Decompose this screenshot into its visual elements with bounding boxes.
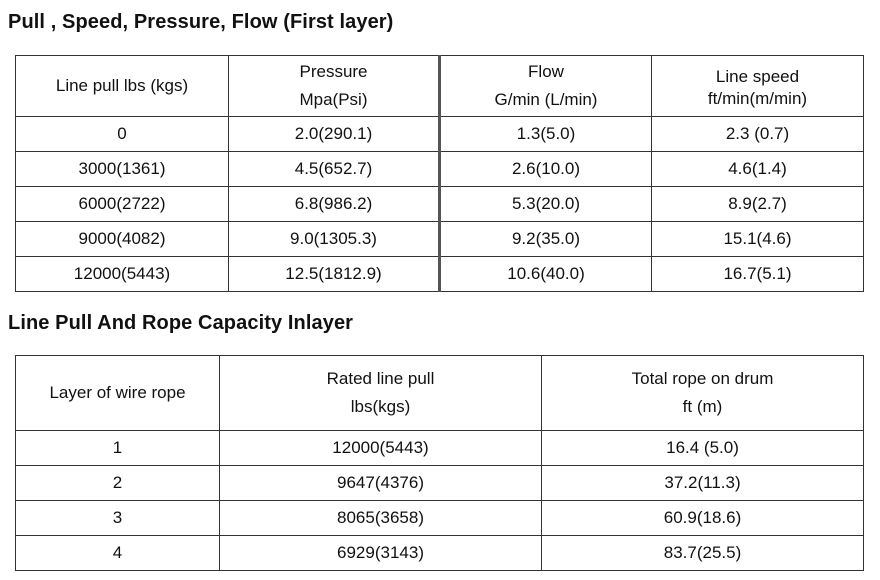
cell-flow: 5.3(20.0) <box>440 187 652 222</box>
header-layer-label: Layer of wire rope <box>49 383 186 402</box>
header-line-pull-label: Line pull lbs (kgs) <box>55 76 189 95</box>
cell-flow: 10.6(40.0) <box>440 257 652 292</box>
cell-rated-line-pull: 9647(4376) <box>220 466 542 501</box>
cell-layer: 2 <box>16 466 220 501</box>
cell-line-pull: 12000(5443) <box>16 257 229 292</box>
rope-capacity-table <box>15 355 864 571</box>
header-pressure-unit: Mpa(Psi) <box>299 90 368 109</box>
header-flow-unit: G/min (L/min) <box>494 90 598 109</box>
cell-layer: 4 <box>16 536 220 571</box>
table2-title: Line Pull And Rope Capacity Inlayer <box>8 312 354 334</box>
cell-total-rope: 37.2(11.3) <box>542 466 864 501</box>
pull-speed-pressure-flow-table <box>15 55 864 292</box>
table-row <box>16 117 864 152</box>
header-rated-line-pull-label: Rated line pull <box>326 369 435 388</box>
header-rated-line-pull-unit: lbs(kgs) <box>350 397 411 416</box>
cell-pressure: 4.5(652.7) <box>229 152 440 187</box>
header-total-rope-unit: ft (m) <box>682 397 723 416</box>
cell-line-speed: 16.7(5.1) <box>652 257 864 292</box>
header-total-rope-label: Total rope on drum <box>631 369 774 388</box>
cell-layer: 3 <box>16 501 220 536</box>
cell-total-rope: 60.9(18.6) <box>542 501 864 536</box>
table-row <box>16 222 864 257</box>
table-row <box>16 466 864 501</box>
cell-pressure: 9.0(1305.3) <box>229 222 440 257</box>
cell-line-pull: 9000(4082) <box>16 222 229 257</box>
cell-flow: 9.2(35.0) <box>440 222 652 257</box>
cell-line-pull: 6000(2722) <box>16 187 229 222</box>
header-rated-line-pull <box>220 356 542 431</box>
header-pressure-label: Pressure <box>299 62 368 81</box>
header-total-rope <box>542 356 864 431</box>
table-row <box>16 536 864 571</box>
header-layer <box>16 356 220 431</box>
cell-line-speed: 15.1(4.6) <box>652 222 864 257</box>
cell-line-speed: 2.3 (0.7) <box>652 117 864 152</box>
header-flow-label: Flow <box>528 62 564 81</box>
table-header-row <box>16 56 864 117</box>
table-row <box>16 257 864 292</box>
table-row <box>16 431 864 466</box>
table1-title: Pull , Speed, Pressure, Flow (First layer) <box>8 11 394 33</box>
cell-pressure: 12.5(1812.9) <box>229 257 440 292</box>
header-line-speed-unit: ft/min(m/min) <box>707 89 808 108</box>
cell-pressure: 6.8(986.2) <box>229 187 440 222</box>
header-line-speed <box>652 56 864 117</box>
table-header-row <box>16 356 864 431</box>
cell-flow: 1.3(5.0) <box>440 117 652 152</box>
table-row <box>16 501 864 536</box>
cell-line-speed: 4.6(1.4) <box>652 152 864 187</box>
header-line-pull <box>16 56 229 117</box>
header-pressure <box>229 56 440 117</box>
cell-rated-line-pull: 8065(3658) <box>220 501 542 536</box>
cell-line-pull: 3000(1361) <box>16 152 229 187</box>
cell-line-pull: 0 <box>16 117 229 152</box>
cell-line-speed: 8.9(2.7) <box>652 187 864 222</box>
cell-flow: 2.6(10.0) <box>440 152 652 187</box>
table-row <box>16 152 864 187</box>
header-line-speed-label: Line speed <box>715 67 800 86</box>
cell-pressure: 2.0(290.1) <box>229 117 440 152</box>
cell-layer: 1 <box>16 431 220 466</box>
cell-total-rope: 16.4 (5.0) <box>542 431 864 466</box>
table-row <box>16 187 864 222</box>
cell-rated-line-pull: 6929(3143) <box>220 536 542 571</box>
cell-rated-line-pull: 12000(5443) <box>220 431 542 466</box>
cell-total-rope: 83.7(25.5) <box>542 536 864 571</box>
header-flow <box>440 56 652 117</box>
